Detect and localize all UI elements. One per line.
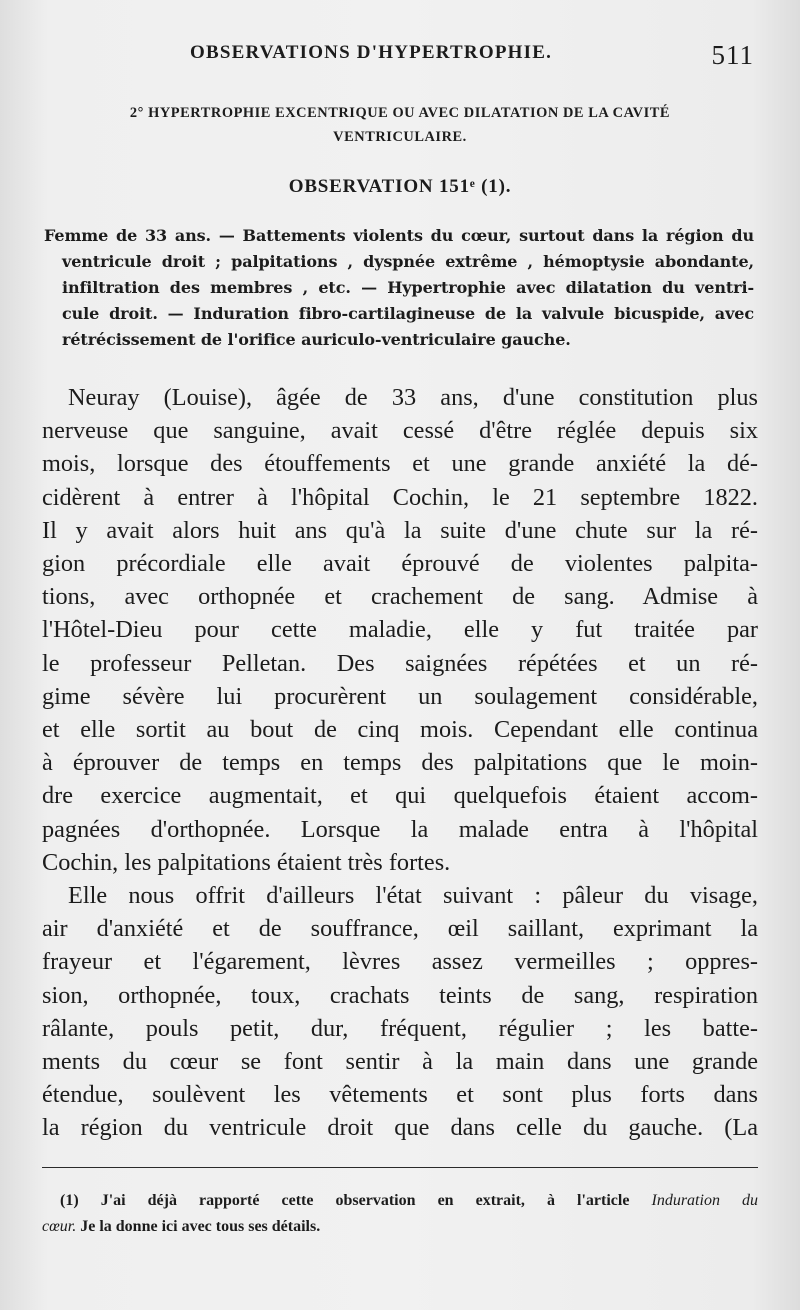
body-line: la région du ventricule droit que dans celle du gauche. (La bbox=[42, 1114, 758, 1142]
body-line: ments du cœur se font sentir à la main dans une grande bbox=[42, 1048, 758, 1076]
body-line: gion précordiale elle avait éprouvé de violentes palpita- bbox=[42, 550, 758, 578]
footnote-line-2 bbox=[42, 1214, 758, 1240]
body-line: étendue, soulèvent les vêtements et sont plus forts dans bbox=[42, 1081, 758, 1109]
body-line: à éprouver de temps en temps des palpitations que le moin- bbox=[42, 749, 758, 777]
observation-title: OBSERVATION 151ᵉ (1). bbox=[288, 176, 512, 197]
summary-line: ventricule droit ; palpitations , dyspnée extrême , hémoptysie abondante, bbox=[62, 252, 754, 271]
section-heading-line-2: VENTRICULAIRE. bbox=[333, 129, 467, 145]
footnote-italic: cœur. bbox=[42, 1218, 77, 1235]
body-line: gime sévère lui procurèrent un soulagement considérable, bbox=[42, 682, 758, 710]
summary-line: infiltration des membres , etc. — Hypertrophie avec dilatation du ventri- bbox=[62, 278, 754, 297]
footnote-italic: Induration du bbox=[651, 1192, 758, 1209]
body-line: nerveuse que sanguine, avait cessé d'être réglée depuis six bbox=[42, 417, 758, 445]
body-line: Elle nous offrit d'ailleurs l'état suivant : pâleur du visage, bbox=[68, 882, 758, 910]
body-text bbox=[42, 381, 758, 1145]
body-line: cidèrent à entrer à l'hôpital Cochin, le 21 septembre 1822. bbox=[42, 483, 758, 511]
body-line: mois, lorsque des étouffements et une grande anxiété la dé- bbox=[42, 450, 758, 478]
running-header bbox=[0, 40, 800, 74]
summary-line: Femme de 33 ans. — Battements violents du cœur, surtout dans la région du bbox=[44, 226, 754, 245]
body-line: frayeur et l'égarement, lèvres assez vermeilles ; oppres- bbox=[42, 948, 758, 976]
footnote bbox=[42, 1188, 758, 1240]
page-number: 511 bbox=[711, 40, 754, 70]
footnote-rule bbox=[42, 1167, 758, 1168]
body-line: tions, avec orthopnée et crachement de sang. Admise à bbox=[42, 583, 758, 611]
body-line: l'Hôtel-Dieu pour cette maladie, elle y fut traitée par bbox=[42, 616, 758, 644]
body-line: air d'anxiété et de souffrance, œil saillant, exprimant la bbox=[42, 915, 758, 943]
body-line: Cochin, les palpitations étaient très fortes. bbox=[42, 848, 451, 876]
case-summary bbox=[44, 223, 754, 353]
footnote-text: Je la donne ici avec tous ses détails. bbox=[76, 1218, 321, 1235]
summary-line: rétrécissement de l'orifice auriculo-ventriculaire gauche. bbox=[62, 330, 571, 349]
body-line: sion, orthopnée, toux, crachats teints de sang, respiration bbox=[42, 981, 758, 1009]
section-heading-line-1: 2° HYPERTROPHIE EXCENTRIQUE OU AVEC DILATATION DE LA CAVITÉ bbox=[129, 105, 671, 121]
footnote-line-1 bbox=[42, 1188, 758, 1214]
body-line: Neuray (Louise), âgée de 33 ans, d'une constitution plus bbox=[68, 384, 758, 411]
body-line: dre exercice augmentait, et qui quelquefois étaient accom- bbox=[42, 782, 758, 810]
body-line: râlante, pouls petit, dur, fréquent, régulier ; les batte- bbox=[42, 1014, 758, 1042]
body-line: le professeur Pelletan. Des saignées répétées et un ré- bbox=[42, 649, 758, 677]
body-line: Il y avait alors huit ans qu'à la suite d'une chute sur la ré- bbox=[42, 516, 758, 544]
summary-line: cule droit. — Induration fibro-cartilagineuse de la valvule bicuspide, avec bbox=[62, 304, 754, 323]
running-title: OBSERVATIONS D'HYPERTROPHIE. bbox=[190, 42, 553, 63]
body-line: pagnées d'orthopnée. Lorsque la malade entra à l'hôpital bbox=[42, 815, 758, 843]
section-heading bbox=[70, 101, 730, 149]
footnote-text: (1) J'ai déjà rapporté cette observation en extrait, à l'article bbox=[60, 1192, 652, 1209]
body-line: et elle sortit au bout de cinq mois. Cependant elle continua bbox=[42, 716, 758, 744]
